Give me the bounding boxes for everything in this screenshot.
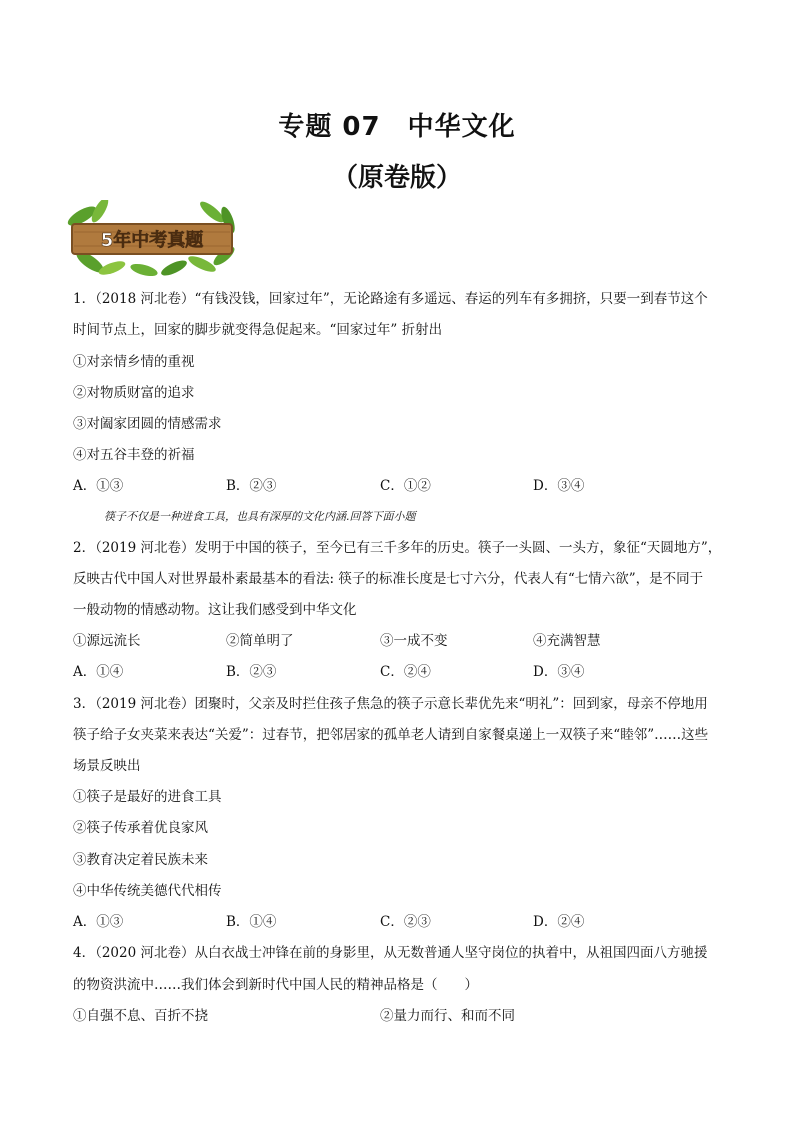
q2-option-c: C．②④ [380,664,431,680]
q3-option-c: C．②③ [380,914,431,930]
page-subtitle: （原卷版） [331,163,462,193]
q3-stem-line: 场景反映出 [73,758,141,774]
q3-option-d: D．②④ [533,914,585,930]
section-badge [62,200,244,278]
q1-item: ④对五谷丰登的祈福 [73,447,195,463]
q2-stem-line: 一般动物的情感动物。这让我们感受到中华文化 [73,602,357,618]
q2-option-d: D．③④ [533,664,585,680]
q3-item: ③教育决定着民族未来 [73,852,208,868]
q4-item: ①自强不息、百折不挠 [73,1008,208,1024]
q1-item: ①对亲情乡情的重视 [73,354,195,370]
q1-stem-line: 1．（2018 河北卷）“有钱没钱，回家过年”，无论路途有多遥远、春运的列车有多拥挤，只要一到春节这个 [73,291,708,307]
q1-item: ③对阖家团圆的情感需求 [73,416,222,432]
q3-option-a: A．①③ [73,914,124,930]
q1-stem-line: 时间节点上，回家的脚步就变得急促起来。“回家过年” 折射出 [73,322,443,338]
q1-option-b: B．②③ [226,478,277,494]
q2-option-a: A．①④ [73,664,124,680]
q2-stem-line: 反映古代中国人对世界最朴素最基本的看法: 筷子的标准长度是七寸六分，代表人有“七情六欲”，是不同于 [73,571,704,587]
q4-stem-line: 4．（2020 河北卷）从白衣战士冲锋在前的身影里，从无数普通人坚守岗位的执着中，从祖国四面八方驰援 [73,945,708,961]
q1-option-c: C．①② [380,478,431,494]
q1-item: ②对物质财富的追求 [73,385,195,401]
q4-stem-line: 的物资洪流中……我们体会到新时代中国人民的精神品格是（ ） [73,977,478,993]
q4-item: ②量力而行、和而不同 [380,1008,515,1024]
q3-stem-line: 3．（2019 河北卷）团聚时，父亲及时拦住孩子焦急的筷子示意长辈优先来“明礼”：回到家，母亲不停地用 [73,696,708,712]
q2-item: ③一成不变 [380,633,448,649]
q2-item: ①源远流长 [73,633,141,649]
q3-item: ④中华传统美德代代相传 [73,883,222,899]
q1-option-d: D．③④ [533,478,585,494]
q2-stem-line: 2．（2019 河北卷）发明于中国的筷子，至今已有三千多年的历史。筷子一头圆、一头方，象征“天圆地方”， [73,540,722,556]
q2-item: ②简单明了 [226,633,294,649]
q3-stem-line: 筷子给子女夹菜来表达“关爱”：过春节，把邻居家的孤单老人请到自家餐桌递上一双筷子来“睦邻”……这些 [73,727,709,743]
q1-option-a: A．①③ [73,478,124,494]
q3-item: ①筷子是最好的进食工具 [73,789,222,805]
q3-option-b: B．①④ [226,914,277,930]
q2-option-b: B．②③ [226,664,277,680]
page-title: 专题 07 中华文化 [278,112,516,142]
q2-item: ④充满智慧 [533,633,601,649]
q3-item: ②筷子传承着优良家风 [73,820,208,836]
badge-label: 5年中考真题 [100,230,204,251]
intro-note: 筷子不仅是一种进食工具，也具有深厚的文化内涵.回答下面小题 [104,510,416,523]
